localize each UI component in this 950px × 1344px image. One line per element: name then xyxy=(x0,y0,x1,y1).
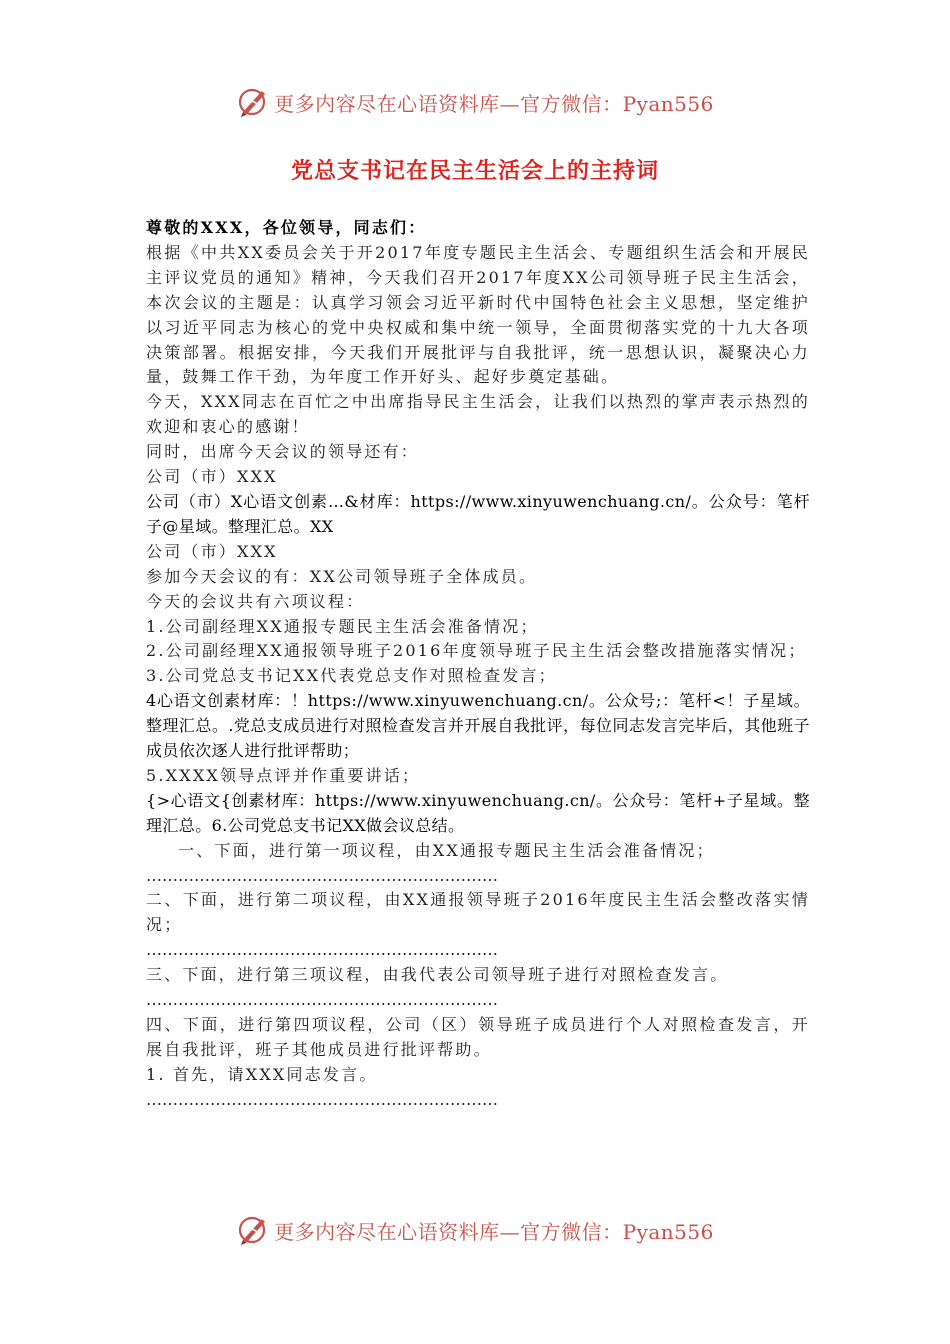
speaker-call: 1. 首先，请XXX同志发言。 xyxy=(146,1064,378,1084)
attendee-line: 公司（市）XXX xyxy=(146,467,278,487)
paragraph-participants: 参加今天会议的有：XX公司领导班子全体成员。 xyxy=(146,566,538,586)
ellipsis-line: ………………………………………………………… xyxy=(146,1089,498,1109)
salutation: 尊敬的XXX，各位领导，同志们： xyxy=(146,218,427,237)
agenda-item-3: 3.公司党总支书记XX代表党总支作对照检查发言； xyxy=(146,666,557,686)
agenda-step-3: 三、下面，进行第三项议程，由我代表公司领导班子进行对照检查发言。 xyxy=(146,965,729,985)
agenda-item-5: 5.XXXX领导点评并作重要讲话； xyxy=(146,765,421,785)
agenda-step-4: 四、下面，进行第四项议程，公司（区）领导班子成员进行个人对照检查发言，开展自我批评，班子其他成员进行批评帮助。 xyxy=(146,1015,810,1059)
paragraph-welcome: 今天，XXX同志在百忙之中出席指导民主生活会，让我们以热烈的掌声表示热烈的欢迎和衷心的感谢！ xyxy=(146,392,810,437)
pen-logo-icon xyxy=(236,1213,270,1247)
agenda-step-1: 一、下面，进行第一项议程，由XX通报专题民主生活会准备情况； xyxy=(178,840,715,860)
ellipsis-line: ………………………………………………………… xyxy=(146,865,498,885)
ellipsis-line: ………………………………………………………… xyxy=(146,940,498,960)
attendee-line-watermarked: 公司（市）X心语文创素…&材库：https://www.xinyuwenchuang.cn/。公众号：笔杆子@星域。整理汇总。XX xyxy=(146,491,810,536)
footer-watermark xyxy=(0,1210,950,1250)
agenda-item-1: 1.公司副经理XX通报专题民主生活会准备情况； xyxy=(146,616,539,636)
ellipsis-line: ………………………………………………………… xyxy=(146,990,498,1010)
agenda-item-6: {>心语文{创素材库：https://www.xinyuwenchuang.cn/。公众号：笔杆+子星域。整理汇总。6.公司党总支书记XX做会议总结。 xyxy=(146,790,810,835)
watermark-text: 更多内容尽在心语资料库—官方微信：Pyan556 xyxy=(274,1219,714,1244)
agenda-step-2: 二、下面，进行第二项议程，由XX通报领导班子2016年度民主生活会整改落实情况； xyxy=(146,890,810,935)
agenda-item-4: 4心语文创素材库：！https://www.xinyuwenchuang.cn/。公众号;：笔杆<！子星域。整理汇总。.党总支成员进行对照检查发言并开展自我批评，每位同志发言完毕后，其他班子成员依次逐人进行批评帮助； xyxy=(146,691,810,761)
document-title: 党总支书记在民主生活会上的主持词 xyxy=(290,159,659,184)
header-watermark xyxy=(0,82,950,122)
watermark-text: 更多内容尽在心语资料库—官方微信：Pyan556 xyxy=(274,91,714,116)
agenda-item-2: 2.公司副经理XX通报领导班子2016年度领导班子民主生活会整改措施落实情况； xyxy=(146,641,807,661)
attendee-line: 公司（市）XXX xyxy=(146,541,278,561)
agenda-heading: 今天的会议共有六项议程： xyxy=(146,591,365,611)
document-body xyxy=(146,216,810,1113)
pen-logo-icon xyxy=(236,85,270,119)
paragraph-intro: 根据《中共XX委员会关于开2017年度专题民主生活会、专题组织生活会和开展民主评议党员的通知》精神，今天我们召开2017年度XX公司领导班子民主生活会，本次会议的主题是：认真学习领会习近平新时代中国特色社会主义思想，坚定维护以习近平同志为核心的党中央权威和集中统一领导，全面贯彻落实党的十九大各项决策部署。根据安排，今天我们开展批评与自我批评，统一思想认识，凝聚决心力量，鼓舞工作干劲，为年度工作开好头、起好步奠定基础。 xyxy=(146,242,810,387)
paragraph-attendees-intro: 同时，出席今天会议的领导还有： xyxy=(146,442,420,462)
